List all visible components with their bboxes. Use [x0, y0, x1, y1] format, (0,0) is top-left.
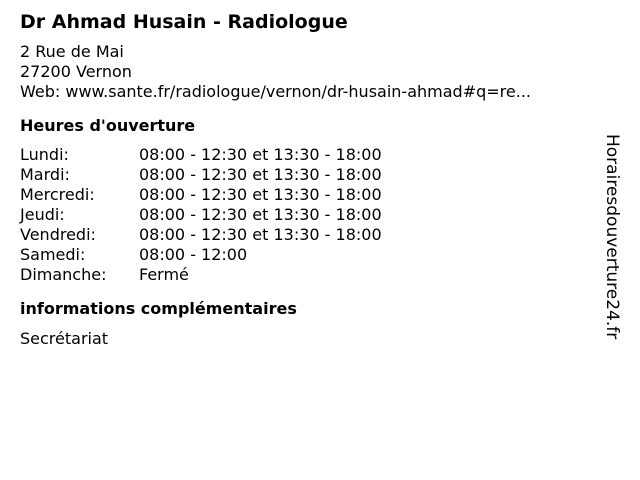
hours-day: Jeudi: [20, 205, 65, 224]
hours-day: Mardi: [20, 165, 70, 184]
hours-row [20, 145, 605, 165]
hours-time: 08:00 - 12:30 et 13:30 - 18:00 [139, 205, 382, 224]
hours-row [20, 265, 605, 285]
address-city: 27200 Vernon [20, 62, 132, 81]
hours-row [20, 225, 605, 245]
site-watermark: Horairesdouverture24.fr [602, 134, 622, 340]
hours-row [20, 205, 605, 225]
hours-day: Vendredi: [20, 225, 96, 244]
hours-day: Mercredi: [20, 185, 95, 204]
listing-card [20, 8, 605, 349]
hours-row [20, 185, 605, 205]
hours-time: 08:00 - 12:00 [139, 245, 248, 264]
hours-time: 08:00 - 12:30 et 13:30 - 18:00 [139, 145, 382, 164]
address-street: 2 Rue de Mai [20, 42, 124, 61]
page-title: Dr Ahmad Husain - Radiologue [20, 11, 348, 33]
hours-time: Fermé [139, 265, 189, 284]
hours-time: 08:00 - 12:30 et 13:30 - 18:00 [139, 185, 382, 204]
hours-row [20, 165, 605, 185]
info-heading: informations complémentaires [20, 299, 297, 318]
hours-day: Samedi: [20, 245, 86, 264]
hours-time: 08:00 - 12:30 et 13:30 - 18:00 [139, 165, 382, 184]
website-link[interactable]: Web: www.sante.fr/radiologue/vernon/dr-husain-ahmad#q=re... [20, 82, 531, 101]
hours-day: Dimanche: [20, 265, 107, 284]
hours-time: 08:00 - 12:30 et 13:30 - 18:00 [139, 225, 382, 244]
hours-heading: Heures d'ouverture [20, 116, 196, 135]
hours-day: Lundi: [20, 145, 69, 164]
hours-row [20, 245, 605, 265]
address-block [20, 42, 605, 102]
hours-table [20, 145, 605, 285]
info-text: Secrétariat [20, 329, 109, 348]
